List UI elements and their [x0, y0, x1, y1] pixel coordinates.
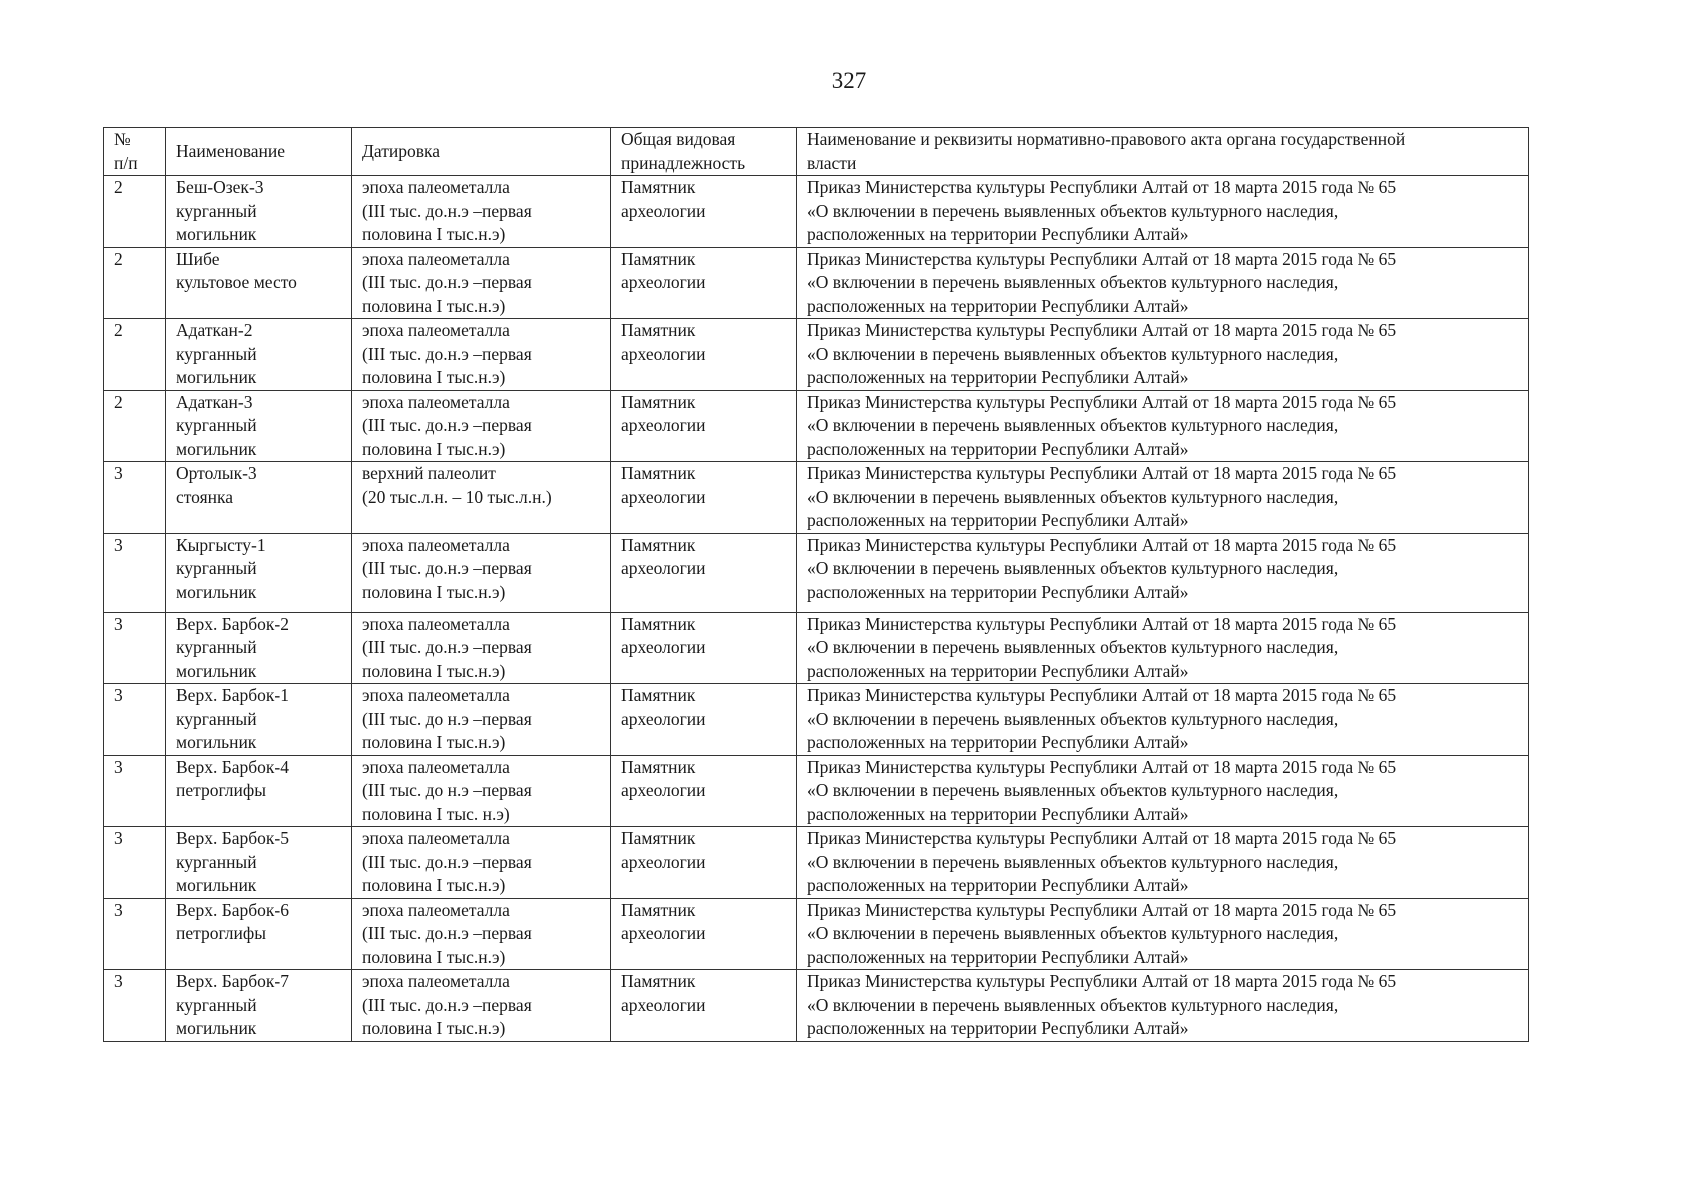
cell-line: Памятник — [621, 391, 696, 412]
cell-line: археологии — [621, 558, 706, 578]
cell-type — [611, 898, 797, 970]
cell-line: Памятник — [621, 177, 696, 197]
heritage-objects-table — [103, 127, 1529, 1042]
cell-line: Памятник — [621, 756, 696, 777]
cell-line: могильник — [176, 660, 257, 681]
cell-line: половина I тыс.н.э) — [362, 581, 506, 602]
cell-line: Приказ Министерства культуры Республики Алтай от 18 марта 2015 года № 65 — [807, 320, 1397, 340]
cell-dating — [352, 612, 611, 684]
cell-line: «О включении в перечень выявленных объектов культурного наследия, — [807, 994, 1339, 1015]
cell-line: Памятник — [621, 685, 696, 705]
table-row — [104, 319, 1529, 391]
header-legal-act — [797, 128, 1529, 176]
cell-line: «О включении в перечень выявленных объектов культурного наследия, — [807, 272, 1339, 292]
cell-line: расположенных на территории Республики Алтай» — [807, 367, 1189, 387]
cell-legal-act — [797, 319, 1529, 391]
table-row — [104, 247, 1529, 319]
cell-line: (III тыс. до.н.э –первая — [362, 994, 532, 1015]
cell-line: эпоха палеометалла — [362, 248, 510, 269]
cell-line: (20 тыс.л.н. – 10 тыс.л.н.) — [362, 486, 552, 507]
cell-line: половина I тыс.н.э) — [362, 875, 506, 895]
cell-dating — [352, 390, 611, 462]
cell-number: 2 — [104, 176, 166, 248]
cell-number: 2 — [104, 319, 166, 391]
cell-dating — [352, 827, 611, 899]
cell-line: Верх. Барбок-2 — [176, 613, 289, 634]
cell-type — [611, 247, 797, 319]
cell-line: курганный — [176, 708, 257, 729]
cell-line: Верх. Барбок-7 — [176, 971, 289, 991]
cell-line: курганный — [176, 851, 257, 872]
cell-line: расположенных на территории Республики Алтай» — [807, 581, 1189, 602]
cell-line: «О включении в перечень выявленных объектов культурного наследия, — [807, 200, 1339, 221]
table-header-row — [104, 128, 1529, 176]
cell-line: стоянка — [176, 486, 234, 507]
cell-line: Приказ Министерства культуры Республики Алтай от 18 марта 2015 года № 65 — [807, 177, 1397, 197]
cell-legal-act — [797, 755, 1529, 827]
cell-line: (III тыс. до.н.э –первая — [362, 851, 532, 872]
cell-line: петроглифы — [176, 780, 266, 800]
cell-line: Приказ Министерства культуры Республики Алтай от 18 марта 2015 года № 65 — [807, 613, 1397, 634]
cell-number: 2 — [104, 390, 166, 462]
cell-line: Памятник — [621, 320, 696, 340]
cell-legal-act — [797, 176, 1529, 248]
header-line: п/п — [114, 152, 138, 173]
cell-legal-act — [797, 247, 1529, 319]
cell-line: Беш-Озек-3 — [176, 177, 264, 197]
cell-type — [611, 684, 797, 756]
cell-line: половина I тыс.н.э) — [362, 295, 506, 316]
cell-number: 3 — [104, 462, 166, 534]
cell-line: курганный — [176, 343, 257, 364]
cell-line: могильник — [176, 581, 257, 602]
cell-legal-act — [797, 612, 1529, 684]
cell-line: курганный — [176, 558, 257, 578]
cell-line: Памятник — [621, 248, 696, 269]
cell-line: эпоха палеометалла — [362, 177, 510, 197]
cell-line: археологии — [621, 415, 706, 435]
cell-line: Шибе — [176, 248, 220, 269]
cell-dating — [352, 684, 611, 756]
header-dating — [352, 128, 611, 176]
cell-dating — [352, 533, 611, 612]
cell-line: Адаткан-3 — [176, 391, 253, 412]
cell-line: расположенных на территории Республики Алтай» — [807, 803, 1189, 824]
cell-line: «О включении в перечень выявленных объектов культурного наследия, — [807, 558, 1339, 578]
cell-name — [166, 755, 352, 827]
cell-line: археологии — [621, 637, 706, 657]
header-type — [611, 128, 797, 176]
cell-dating — [352, 319, 611, 391]
header-line: власти — [807, 152, 857, 173]
cell-line: расположенных на территории Республики Алтай» — [807, 295, 1189, 316]
cell-dating — [352, 755, 611, 827]
cell-line: Приказ Министерства культуры Республики Алтай от 18 марта 2015 года № 65 — [807, 534, 1397, 555]
cell-number: 3 — [104, 755, 166, 827]
cell-line: Приказ Министерства культуры Республики Алтай от 18 марта 2015 года № 65 — [807, 391, 1397, 412]
cell-line: Адаткан-2 — [176, 320, 253, 340]
cell-dating — [352, 898, 611, 970]
cell-line: Верх. Барбок-1 — [176, 685, 289, 705]
table-row — [104, 612, 1529, 684]
cell-line: (III тыс. до.н.э –первая — [362, 343, 532, 364]
cell-line: курганный — [176, 994, 257, 1015]
cell-line: расположенных на территории Республики Алтай» — [807, 732, 1189, 752]
cell-line: «О включении в перечень выявленных объектов культурного наследия, — [807, 486, 1339, 507]
cell-legal-act — [797, 684, 1529, 756]
cell-number: 3 — [104, 533, 166, 612]
cell-line: археологии — [621, 486, 706, 507]
cell-number: 2 — [104, 247, 166, 319]
cell-name — [166, 462, 352, 534]
cell-line: расположенных на территории Республики Алтай» — [807, 1018, 1189, 1038]
cell-type — [611, 533, 797, 612]
cell-line: петроглифы — [176, 923, 266, 943]
cell-line: (III тыс. до.н.э –первая — [362, 415, 532, 435]
cell-number: 3 — [104, 970, 166, 1042]
cell-line: расположенных на территории Республики Алтай» — [807, 946, 1189, 967]
cell-type — [611, 390, 797, 462]
header-line: Общая видовая — [621, 129, 736, 149]
header-line: Наименование и реквизиты нормативно-правового акта органа государственной — [807, 129, 1406, 149]
cell-line: эпоха палеометалла — [362, 685, 510, 705]
cell-name — [166, 247, 352, 319]
cell-name — [166, 898, 352, 970]
header-line: № — [114, 129, 131, 149]
cell-dating — [352, 462, 611, 534]
cell-type — [611, 970, 797, 1042]
cell-line: эпоха палеометалла — [362, 613, 510, 634]
cell-line: могильник — [176, 438, 257, 459]
cell-legal-act — [797, 462, 1529, 534]
cell-line: Памятник — [621, 613, 696, 634]
cell-line: (III тыс. до н.э –первая — [362, 780, 532, 800]
cell-line: (III тыс. до.н.э –первая — [362, 200, 532, 221]
cell-line: эпоха палеометалла — [362, 534, 510, 555]
cell-line: «О включении в перечень выявленных объектов культурного наследия, — [807, 851, 1339, 872]
cell-line: расположенных на территории Республики Алтай» — [807, 875, 1189, 895]
cell-line: «О включении в перечень выявленных объектов культурного наследия, — [807, 343, 1339, 364]
cell-dating — [352, 176, 611, 248]
cell-line: Приказ Министерства культуры Республики Алтай от 18 марта 2015 года № 65 — [807, 248, 1397, 269]
table-row — [104, 176, 1529, 248]
cell-line: расположенных на территории Республики Алтай» — [807, 510, 1189, 530]
table-row — [104, 533, 1529, 612]
cell-line: половина I тыс.н.э) — [362, 224, 506, 244]
cell-line: половина I тыс.н.э) — [362, 1018, 506, 1038]
cell-line: эпоха палеометалла — [362, 899, 510, 920]
header-line: Датировка — [362, 140, 441, 161]
cell-line: половина I тыс.н.э) — [362, 946, 506, 967]
cell-line: эпоха палеометалла — [362, 971, 510, 991]
cell-line: «О включении в перечень выявленных объектов культурного наследия, — [807, 415, 1339, 435]
cell-line: (III тыс. до.н.э –первая — [362, 558, 532, 578]
cell-line: эпоха палеометалла — [362, 828, 510, 848]
cell-type — [611, 612, 797, 684]
table-row — [104, 827, 1529, 899]
cell-line: эпоха палеометалла — [362, 391, 510, 412]
cell-line: археологии — [621, 994, 706, 1015]
cell-line: могильник — [176, 732, 257, 752]
cell-line: половина I тыс.н.э) — [362, 367, 506, 387]
cell-line: половина I тыс.н.э) — [362, 732, 506, 752]
cell-dating — [352, 247, 611, 319]
cell-line: (III тыс. до.н.э –первая — [362, 272, 532, 292]
cell-type — [611, 755, 797, 827]
cell-number: 3 — [104, 827, 166, 899]
cell-name — [166, 176, 352, 248]
cell-line: Приказ Министерства культуры Республики Алтай от 18 марта 2015 года № 65 — [807, 971, 1397, 991]
cell-line: курганный — [176, 415, 257, 435]
cell-name — [166, 827, 352, 899]
cell-type — [611, 827, 797, 899]
cell-type — [611, 319, 797, 391]
cell-name — [166, 390, 352, 462]
cell-line: археологии — [621, 851, 706, 872]
cell-line: Кыргысту-1 — [176, 534, 266, 555]
cell-line: археологии — [621, 923, 706, 943]
cell-line: Памятник — [621, 899, 696, 920]
cell-line: Приказ Министерства культуры Республики Алтай от 18 марта 2015 года № 65 — [807, 685, 1397, 705]
cell-name — [166, 970, 352, 1042]
cell-number: 3 — [104, 612, 166, 684]
cell-line: «О включении в перечень выявленных объектов культурного наследия, — [807, 708, 1339, 729]
cell-line: Приказ Министерства культуры Республики Алтай от 18 марта 2015 года № 65 — [807, 828, 1397, 848]
cell-line: «О включении в перечень выявленных объектов культурного наследия, — [807, 780, 1339, 800]
cell-line: Памятник — [621, 534, 696, 555]
cell-dating — [352, 970, 611, 1042]
cell-line: половина I тыс. н.э) — [362, 803, 510, 824]
cell-line: археологии — [621, 272, 706, 292]
cell-legal-act — [797, 827, 1529, 899]
page-number: 327 — [831, 68, 867, 93]
cell-legal-act — [797, 390, 1529, 462]
cell-line: половина I тыс.н.э) — [362, 438, 506, 459]
cell-line: расположенных на территории Республики Алтай» — [807, 224, 1189, 244]
cell-line: (III тыс. до.н.э –первая — [362, 923, 532, 943]
table-body — [104, 176, 1529, 1042]
cell-name — [166, 319, 352, 391]
cell-line: половина I тыс.н.э) — [362, 660, 506, 681]
cell-line: Приказ Министерства культуры Республики Алтай от 18 марта 2015 года № 65 — [807, 756, 1397, 777]
table-row — [104, 970, 1529, 1042]
cell-legal-act — [797, 533, 1529, 612]
header-line: принадлежность — [621, 152, 746, 173]
table-row — [104, 684, 1529, 756]
cell-line: Памятник — [621, 971, 696, 991]
cell-name — [166, 533, 352, 612]
cell-line: эпоха палеометалла — [362, 320, 510, 340]
cell-line: курганный — [176, 637, 257, 657]
cell-line: расположенных на территории Республики Алтай» — [807, 438, 1189, 459]
cell-line: «О включении в перечень выявленных объектов культурного наследия, — [807, 923, 1339, 943]
cell-line: (III тыс. до.н.э –первая — [362, 637, 532, 657]
cell-line: Ортолык-3 — [176, 463, 257, 483]
cell-line: курганный — [176, 200, 257, 221]
cell-line: могильник — [176, 875, 257, 895]
cell-line: культовое место — [176, 272, 297, 292]
cell-type — [611, 462, 797, 534]
table-row — [104, 755, 1529, 827]
cell-line: Верх. Барбок-4 — [176, 756, 289, 777]
header-number — [104, 128, 166, 176]
cell-number: 3 — [104, 898, 166, 970]
header-line: Наименование — [176, 140, 286, 161]
cell-line: могильник — [176, 1018, 257, 1038]
cell-line: Верх. Барбок-5 — [176, 828, 289, 848]
cell-name — [166, 684, 352, 756]
cell-number: 3 — [104, 684, 166, 756]
cell-line: Памятник — [621, 463, 696, 483]
cell-line: верхний палеолит — [362, 463, 496, 483]
cell-name — [166, 612, 352, 684]
cell-line: Памятник — [621, 828, 696, 848]
cell-line: археологии — [621, 708, 706, 729]
table-row — [104, 390, 1529, 462]
cell-line: (III тыс. до н.э –первая — [362, 708, 532, 729]
cell-line: Приказ Министерства культуры Республики Алтай от 18 марта 2015 года № 65 — [807, 899, 1397, 920]
cell-line: «О включении в перечень выявленных объектов культурного наследия, — [807, 637, 1339, 657]
cell-line: расположенных на территории Республики Алтай» — [807, 660, 1189, 681]
cell-line: эпоха палеометалла — [362, 756, 510, 777]
cell-legal-act — [797, 970, 1529, 1042]
cell-line: могильник — [176, 224, 257, 244]
cell-legal-act — [797, 898, 1529, 970]
table-row — [104, 462, 1529, 534]
cell-line: археологии — [621, 780, 706, 800]
cell-line: археологии — [621, 200, 706, 221]
header-name — [166, 128, 352, 176]
cell-line: археологии — [621, 343, 706, 364]
cell-line: могильник — [176, 367, 257, 387]
table-row — [104, 898, 1529, 970]
cell-type — [611, 176, 797, 248]
cell-line: Приказ Министерства культуры Республики Алтай от 18 марта 2015 года № 65 — [807, 463, 1397, 483]
cell-line: Верх. Барбок-6 — [176, 899, 289, 920]
